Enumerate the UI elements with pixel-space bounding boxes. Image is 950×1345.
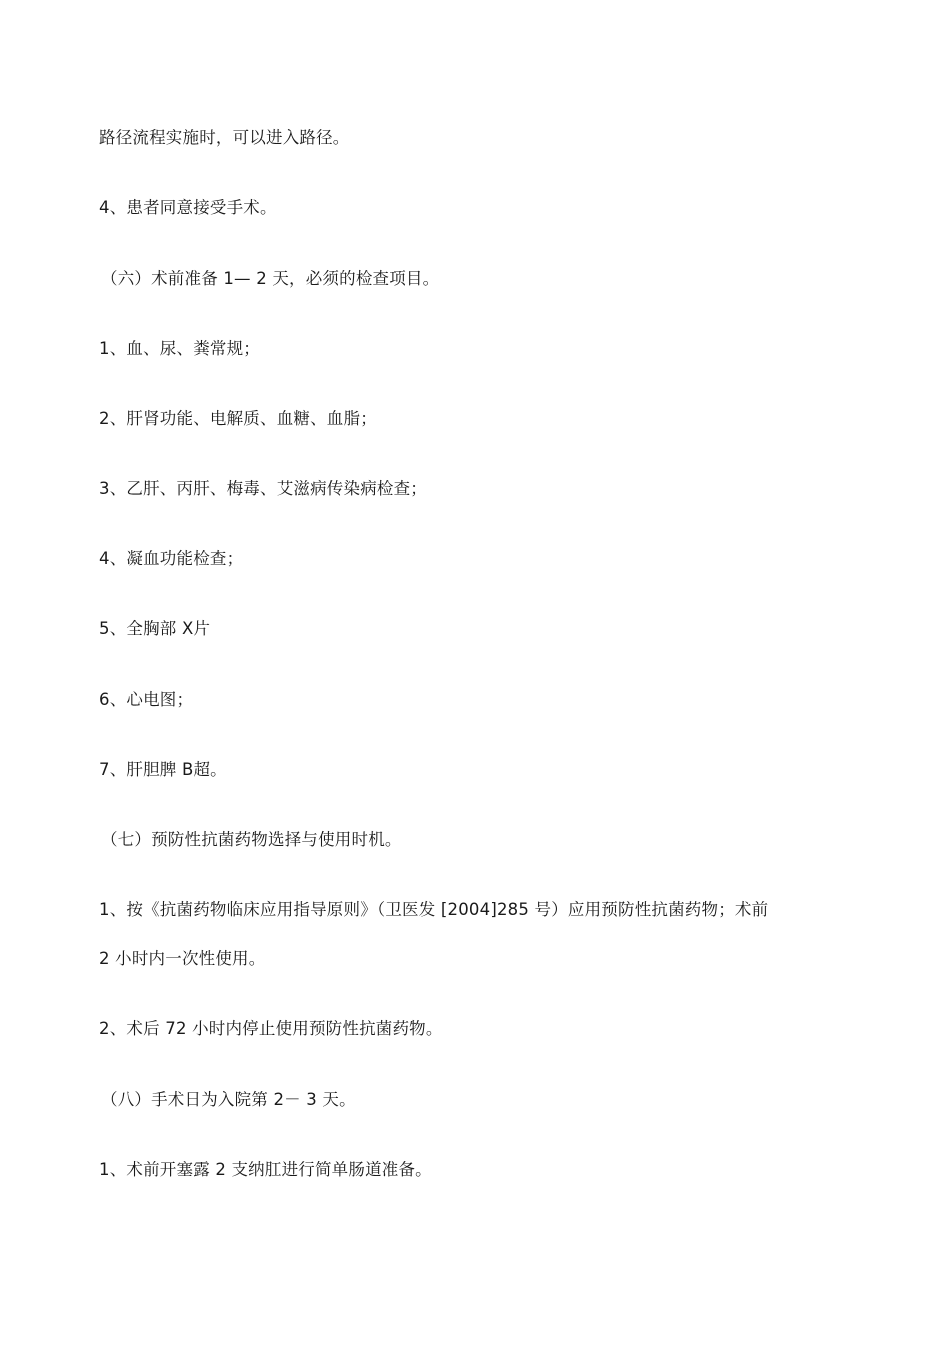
section-heading-antibiotics: （七）预防性抗菌药物选择与使用时机。 <box>101 830 402 849</box>
list-item-antibiotic-guideline: 1、按《抗菌药物临床应用指导原则》（卫医发 [2004]285 号）应用预防性抗菌药物；术前 <box>99 900 769 919</box>
list-item-ecg: 6、心电图； <box>99 690 194 709</box>
list-item-ultrasound: 7、肝胆脾 B超。 <box>99 760 227 779</box>
list-item-chest-xray: 5、全胸部 X片 <box>99 619 211 638</box>
text-line-path-entry: 路径流程实施时，可以进入路径。 <box>99 128 350 147</box>
list-item-coagulation: 4、凝血功能检查； <box>99 549 244 568</box>
list-item-antibiotic-timing: 2 小时内一次性使用。 <box>99 949 266 968</box>
list-item-infection-tests: 3、乙肝、丙肝、梅毒、艾滋病传染病检查； <box>99 479 427 498</box>
list-item-antibiotic-stop: 2、术后 72 小时内停止使用预防性抗菌药物。 <box>99 1019 443 1038</box>
list-item-liver-kidney: 2、肝肾功能、电解质、血糖、血脂； <box>99 409 377 428</box>
list-item-bowel-prep: 1、术前开塞露 2 支纳肛进行简单肠道准备。 <box>99 1160 432 1179</box>
list-item-routine-tests: 1、血、尿、粪常规； <box>99 339 260 358</box>
section-heading-surgery-day: （八）手术日为入院第 2－ 3 天。 <box>101 1090 356 1109</box>
section-heading-preop: （六）术前准备 1— 2 天，必须的检查项目。 <box>101 269 440 288</box>
text-line-patient-consent: 4、患者同意接受手术。 <box>99 198 277 217</box>
